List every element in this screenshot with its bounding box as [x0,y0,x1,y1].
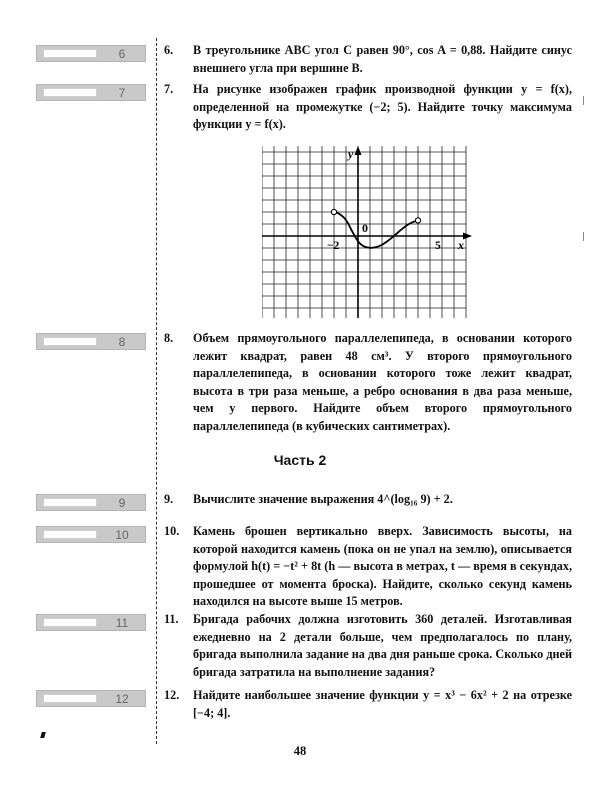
y-axis-label: y [348,147,354,161]
open-endpoint-right [415,218,420,223]
problem-12 [164,687,572,722]
problem-10 [164,523,572,611]
answer-field[interactable] [43,337,97,346]
answer-box-8[interactable] [36,333,146,350]
answer-field[interactable] [43,49,97,58]
tick-label-neg2: −2 [327,240,340,252]
x-axis-arrow [463,233,472,240]
open-endpoint-left [331,209,336,214]
column-divider [156,38,157,744]
problem-number: 11. [164,612,179,626]
answer-box-7[interactable] [36,84,146,101]
answer-box-9[interactable] [36,494,146,511]
problem-7 [164,81,572,134]
part-title: Часть 2 [273,452,327,468]
problem-text: На рисунке изображен график производной функции y = f(x), определенной на промежутке (−2; 5). Найдите точку максимума функции y = f(x). [193,82,572,131]
x-axis-label: x [458,238,464,252]
origin-label: 0 [362,221,368,235]
problem-number: 9. [164,492,174,506]
answer-box-number: 11 [115,616,129,630]
problem-text: Бригада рабочих должна изготовить 360 деталей. Изготавливая ежедневно на 2 детали больше, чем предполагалось по плану, бригада выполнила задание на два дня раньше срока. Сколько дней бригада затратила на выполнение задания? [193,612,572,679]
problem-8 [164,330,572,435]
problem-text: Камень брошен вертикально вверх. Зависимость высоты, на которой находится камень (пока он не упал на землю), описывается формулой h(t) = −t² + 8t (h — высота в метрах, t — время в секундах, прошедшее от момента броска). Найдите, сколько секунд камень находился на высоте выше 15 метров. [193,524,572,608]
problem-number: 8. [164,331,174,345]
answer-box-number: 8 [118,335,126,349]
margin-mark [583,96,584,105]
problem-number: 12. [164,688,180,702]
problem-number: 10. [164,524,180,538]
answer-box-number: 9 [118,496,126,510]
derivative-graph [262,146,472,318]
problem-6 [164,42,572,77]
answer-box-number: 12 [115,692,129,706]
derivative-curve [334,212,418,248]
problem-number: 7. [164,82,174,96]
problem-number: 6. [164,43,174,57]
answer-field[interactable] [43,498,97,507]
answer-box-12[interactable] [36,690,146,707]
answer-box-number: 7 [118,86,126,100]
answer-field[interactable] [43,88,97,97]
problem-text: Найдите наибольшее значение функции y = x³ − 6x² + 2 на отрезке [−4; 4]. [193,688,572,720]
margin-mark [583,232,584,241]
answer-box-6[interactable] [36,45,146,62]
answer-box-number: 10 [115,528,129,542]
problem-text: Объем прямоугольного параллелепипеда, в основании которого лежит квадрат, равен 48 см³. У второго прямоугольного параллелепипеда, в основании которого тоже лежит квадрат, высота в три раза меньше, а ребро основания в два раза меньше, чем у первого. Найдите объем второго прямоугольного параллелепипеда (в кубических сантиметрах). [193,331,572,433]
answer-box-number: 6 [118,47,126,61]
print-mark [40,732,46,738]
y-axis-arrow [355,146,362,155]
problem-9 [164,491,572,509]
answer-field[interactable] [43,618,97,627]
answer-field[interactable] [43,694,97,703]
problem-text: Вычислите значение выражения 4^(log₁₆ 9) + 2. [193,492,453,506]
answer-box-10[interactable] [36,526,146,543]
problem-11 [164,611,572,681]
tick-label-5: 5 [435,240,441,252]
answer-field[interactable] [43,530,97,539]
page-number: 48 [293,744,307,758]
answer-box-11[interactable] [36,614,146,631]
problem-text: В треугольнике ABC угол C равен 90°, cos A = 0,88. Найдите синус внешнего угла при вершине B. [193,43,572,75]
